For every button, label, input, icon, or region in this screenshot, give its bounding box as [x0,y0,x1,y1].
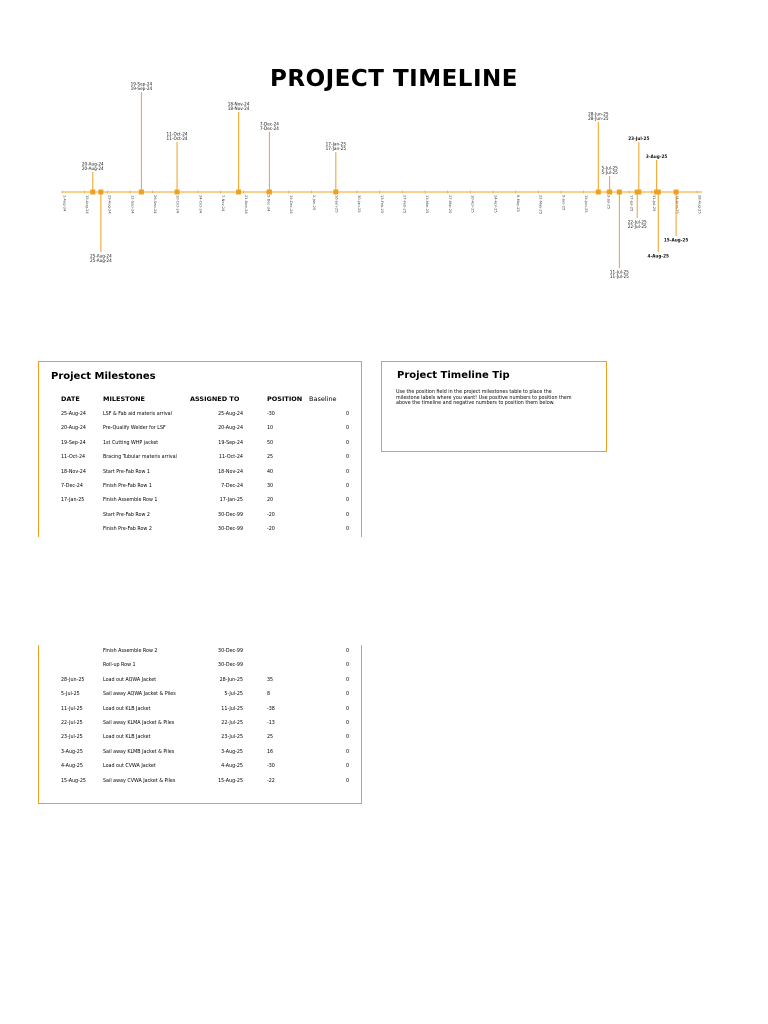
assigned-to-cell: 11-Jul-25 [221,706,243,712]
header-milestone: MILESTONE [103,395,145,403]
assigned-to-cell: 30-Dec-99 [218,527,243,533]
baseline-cell: 0 [345,677,349,683]
baseline-cell: 0 [345,706,349,712]
date-cell: 15-Aug-25 [61,778,86,784]
tick-label: 19-Jun-25 [584,195,589,213]
header-baseline: Baseline [309,395,337,403]
tip-panel [381,361,607,452]
date-cell: 7-Dec-24 [61,484,83,489]
position-cell: 35 [267,677,274,683]
position-cell: -20 [267,512,275,518]
date-cell: 19-Sep-24 [61,440,86,446]
table-row [39,513,361,523]
milestone-label: 11-Oct-24 [166,136,188,141]
tick-label: 3-Jul-25 [606,195,611,209]
milestone-label: 23-Jul-25 [628,136,650,141]
table-row [39,721,361,731]
milestone-marker [267,190,272,195]
milestone-label: 20-Aug-24 [81,166,104,171]
tick-label: 16-Jan-25 [334,195,339,213]
header-position: POSITION [267,395,303,403]
table-row [39,441,361,451]
assigned-to-cell: 3-Aug-25 [221,749,243,755]
date-cell: 28-Jun-25 [61,677,85,683]
milestone-marker [98,190,103,195]
baseline-cell: 0 [345,412,349,417]
milestone-marker [236,190,241,195]
milestone-cell: Roll-up Row 1 [103,663,136,669]
milestone-label: 7-Dec-24 [259,126,279,131]
tick-label: 13-Mar-25 [425,195,430,214]
date-cell: 3-Aug-25 [61,749,83,755]
header-date: DATE [61,395,80,403]
milestone-cell: Bracing Tubular materis arrival [103,455,177,461]
tick-label: 30-Jan-25 [357,195,362,213]
tick-label: 21-Nov-24 [243,195,248,214]
assigned-to-cell: 30-Dec-99 [218,663,243,669]
date-cell: 11-Jul-25 [61,706,83,712]
position-cell: 8 [267,692,271,698]
assigned-to-cell: 11-Oct-24 [218,455,243,461]
milestone-marker [139,190,144,195]
tip-panel-title: Project Timeline Tip [397,370,510,381]
baseline-cell: 0 [345,512,349,518]
assigned-to-cell: 5-Jul-25 [224,692,243,698]
tick-label: 7-Nov-24 [221,195,226,212]
tick-label: 31-Jul-25 [652,195,657,212]
baseline-cell: 0 [345,721,349,726]
table-row [39,498,361,508]
table-row [39,779,361,789]
assigned-to-cell: 20-Aug-24 [218,426,243,432]
milestone-marker [617,190,622,195]
milestone-cell: Finish Assemble Row 1 [103,498,158,504]
table-row [39,455,361,465]
position-cell: 10 [267,426,274,432]
assigned-to-cell: 19-Sep-24 [218,440,243,446]
position-cell: 25 [267,735,274,741]
page-title: PROJECT TIMELINE [270,66,518,92]
milestone-marker [674,190,679,195]
milestone-label: 28-Jun-25 [588,111,609,117]
date-cell: 5-Jul-25 [61,692,80,698]
milestone-label: 17-Jan-25 [325,146,347,151]
milestone-cell: 1st Cutting WHP jacket [103,440,159,446]
table-row [39,678,361,688]
table-row [39,707,361,717]
tick-label: 10-Apr-25 [470,195,475,213]
baseline-cell: 0 [345,764,349,770]
milestone-label: 11-Jul-25 [609,269,629,275]
milestone-label: 17-Jan-25 [325,141,347,147]
milestone-label: 3-Aug-25 [645,154,668,159]
table-row [39,426,361,436]
milestone-cell: Load out KLB Jacket [103,735,151,741]
milestone-marker [333,190,338,195]
milestone-label: 19-Sep-24 [130,86,153,91]
milestones-panel-title: Project Milestones [51,371,156,382]
baseline-cell: 0 [345,778,349,784]
milestone-marker [175,190,180,195]
milestone-label: 5-Jul-25 [601,165,618,171]
date-cell: 17-Jan-25 [61,498,85,504]
milestone-marker [636,190,641,195]
milestone-label: 25-Aug-24 [90,258,112,264]
tick-label: 27-Mar-25 [447,195,452,214]
position-cell: 40 [267,469,274,475]
milestone-marker [596,190,601,195]
assigned-to-cell: 15-Aug-25 [218,778,243,784]
date-cell: 22-Jul-25 [61,721,83,726]
table-row [39,735,361,745]
tick-label: 22-May-25 [538,195,543,215]
tick-label: 14-Aug-25 [674,195,679,214]
header-assigned-to: ASSIGNED TO [190,395,240,403]
assigned-to-cell: 17-Jan-25 [219,498,243,504]
milestone-cell: Load out CVWA Jacket [103,764,156,770]
milestone-cell: Sail away CVWA Jacket & Piles [103,778,176,784]
milestone-label: 5-Jul-25 [601,170,618,175]
baseline-cell: 0 [345,484,349,489]
milestone-cell: LSF & Fab aid materis arrival [103,412,172,417]
position-cell: 50 [267,440,274,446]
table-row [39,527,361,537]
baseline-cell: 0 [345,735,349,741]
timeline-chart [0,0,768,310]
milestone-cell: Sail away KLMB Jacket & Piles [103,749,175,755]
date-cell: 25-Aug-24 [61,412,86,417]
baseline-cell: 0 [345,426,349,432]
baseline-cell: 0 [345,692,349,698]
timeline-markers [82,81,688,279]
milestone-label: 11-Oct-24 [166,131,188,137]
date-cell: 4-Aug-25 [61,764,83,770]
tick-label: 24-Apr-25 [493,195,498,213]
tick-label: 24-Oct-24 [198,195,203,214]
milestones-panel [38,361,362,537]
milestone-cell: Start Pre-Fab Row 1 [103,469,150,475]
date-cell: 23-Jul-25 [61,735,83,741]
milestone-cell: Sail away KLMA Jacket & Piles [103,721,175,726]
milestone-cell: Pre-Qualify Welder for LSF [103,426,166,432]
date-cell: 20-Aug-24 [61,426,86,432]
position-cell: -38 [267,706,275,712]
assigned-to-cell: 30-Dec-99 [218,649,243,654]
tick-label: 2-Jan-25 [311,195,316,211]
position-cell: -30 [267,412,275,417]
table-row [39,764,361,774]
milestone-marker [607,190,612,195]
milestone-label: 22-Jul-25 [627,219,647,225]
table-row [39,750,361,760]
milestone-cell: Finish Pre-Fab Row 1 [103,484,152,489]
milestone-marker [656,190,661,195]
milestone-label: 25-Aug-24 [90,253,112,259]
milestone-label: 18-Nov-24 [227,106,250,111]
tick-label: 27-Feb-25 [402,195,407,214]
assigned-to-cell: 22-Jul-25 [221,721,243,726]
tip-text: Use the position field in the project milestones table to place the milestone labels where you want! Use positive numbers to position them above the timeline and negative numbers to position them below. [396,390,572,407]
table-row [39,484,361,494]
milestone-label: 11-Jul-25 [609,274,629,280]
baseline-cell: 0 [345,455,349,461]
milestone-marker [90,190,95,195]
milestone-label: 22-Jul-25 [627,224,647,230]
assigned-to-cell: 30-Dec-99 [218,512,243,518]
baseline-cell: 0 [345,663,349,669]
milestone-label: 20-Aug-24 [81,161,104,167]
milestone-cell: Finish Pre-Fab Row 2 [103,527,152,533]
tick-label: 1-Aug-24 [62,195,67,212]
assigned-to-cell: 23-Jul-25 [221,735,243,741]
tick-label: 10-Oct-24 [175,195,180,214]
tick-label: 13-Feb-25 [379,195,384,214]
assigned-to-cell: 7-Dec-24 [221,484,243,489]
table-row [39,663,361,673]
milestone-cell: Start Pre-Fab Row 2 [103,512,150,518]
table-row [39,470,361,480]
milestones-panel-continued [38,645,362,804]
tick-label: 5-Jun-25 [561,195,566,211]
position-cell: -20 [267,527,275,533]
baseline-cell: 0 [345,649,349,654]
milestone-label: 28-Jun-25 [588,116,609,121]
baseline-cell: 0 [345,469,349,475]
position-cell: -13 [267,721,275,726]
assigned-to-cell: 28-Jun-25 [219,677,243,683]
milestone-label: 15-Aug-25 [663,237,689,243]
date-cell: 18-Nov-24 [61,469,86,475]
milestone-cell: Load out AQWA Jacket [103,677,157,683]
position-cell: 16 [267,749,274,755]
position-cell: 20 [267,498,274,504]
tick-label: 29-Aug-24 [107,195,112,214]
tick-label: 19-Dec-24 [289,195,294,214]
assigned-to-cell: 18-Nov-24 [218,469,243,475]
table-row [39,692,361,702]
date-cell: 11-Oct-24 [61,455,86,461]
tick-label: 28-Aug-25 [697,195,702,214]
tick-label: 26-Sep-24 [153,195,158,214]
tick-label: 12-Sep-24 [130,195,135,214]
baseline-cell: 0 [345,498,349,504]
assigned-to-cell: 25-Aug-24 [218,412,243,417]
milestone-label: 4-Aug-25 [647,253,669,259]
baseline-cell: 0 [345,749,349,755]
baseline-cell: 0 [345,440,349,446]
milestone-label: 19-Sep-24 [130,81,153,87]
milestone-cell: Finish Assemble Row 2 [103,649,158,654]
milestone-cell: Sail away AQWA Jacket & Piles [103,692,176,698]
tick-label: 17-Jul-25 [629,195,634,212]
position-cell: 25 [267,455,274,461]
milestone-label: 18-Nov-24 [227,101,250,107]
milestone-cell: Load out KLB Jacket [103,706,151,712]
position-cell: 30 [267,484,274,489]
tick-label: 5-Dec-24 [266,195,271,212]
assigned-to-cell: 4-Aug-25 [221,764,243,770]
tick-label: 8-May-25 [515,195,520,212]
tick-label: 15-Aug-24 [84,195,89,214]
table-row [39,649,361,659]
position-cell: -30 [267,764,275,770]
position-cell: -22 [267,778,275,784]
baseline-cell: 0 [345,527,349,533]
timeline-ticks [62,191,701,215]
table-row [39,412,361,422]
milestone-label: 7-Dec-24 [259,121,279,127]
